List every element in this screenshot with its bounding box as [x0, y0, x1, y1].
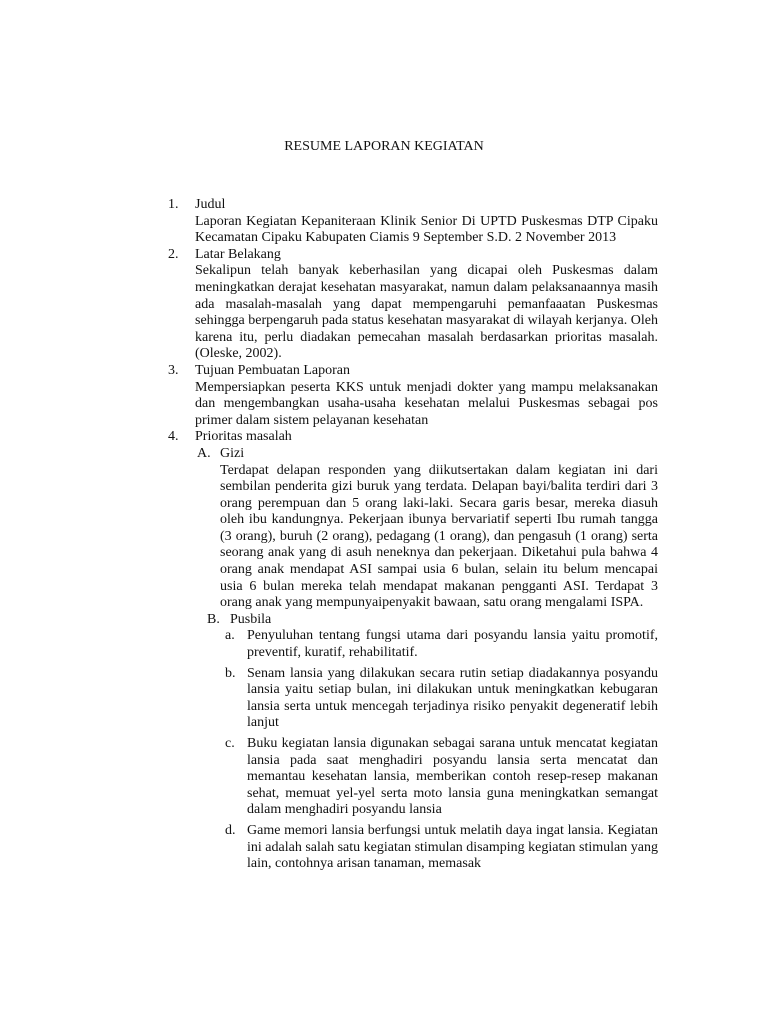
section-text: Laporan Kegiatan Kepaniteraan Klinik Senior Di UPTD Puskesmas DTP Cipaku Kecamatan Cipaku Kabupaten Ciamis 9 September S.D. 2 November 2013 — [195, 213, 658, 246]
list-item — [0, 666, 768, 732]
list-item — [0, 628, 768, 661]
section-heading: Prioritas masalah — [195, 429, 292, 445]
section-latar-belakang — [0, 247, 768, 363]
list-item-letter: a. — [225, 628, 235, 644]
subsection-heading: Gizi — [220, 445, 245, 461]
list-item — [0, 736, 768, 819]
list-item — [0, 823, 768, 873]
section-heading: Judul — [195, 197, 226, 212]
section-text: Mempersiapkan peserta KKS untuk menjadi dokter yang mampu melaksanakan dan mengembangkan usaha-usaha kesehatan melalui Puskesmas sebagai pos primer dalam sistem pelayanan kesehatan — [195, 379, 658, 428]
section-number: 1. — [168, 197, 179, 212]
section-heading: Tujuan Pembuatan Laporan — [195, 362, 351, 378]
list-item-letter: c. — [225, 736, 235, 751]
subsection-heading: Pusbila — [230, 611, 272, 627]
section-prioritas-masalah — [0, 429, 768, 872]
subsection-text: Terdapat delapan responden yang diikutsertakan dalam kegiatan ini dari sembilan penderita gizi buruk yang terdata. Delapan bayi/balita terdiri dari 3 orang perempuan dan 5 orang laki-laki. Secara garis besar, mereka diasuh oleh ibu kandungnya. Pekerjaan ibunya bervariatif seperti Ibu rumah tangga (3 orang), buruh (2 orang), pedagang (1 orang), dan pengasuh (1 orang) serta seorang anak yang di asuh neneknya dan pekerjaan. Diketahui pula bahwa 4 orang anak mendapat ASI sampai usia 6 bulan, selain itu belum mencapai usia 6 bulan mereka telah mendapat makanan pengganti ASI. Terdapat 3 orang anak yang mempunyaipenyakit bawaan, satu orang mengalami ISPA. — [220, 462, 658, 611]
subsection-gizi — [0, 446, 768, 612]
list-item-text: Penyuluhan tentang fungsi utama dari posyandu lansia yaitu promotif, preventif, kuratif, rehabilitatif. — [247, 628, 658, 661]
subsection-letter: A. — [197, 445, 211, 461]
section-judul — [0, 197, 768, 247]
section-number: 2. — [168, 246, 179, 262]
section-heading: Latar Belakang — [195, 246, 281, 262]
section-number: 3. — [168, 362, 179, 378]
list-item-text: Buku kegiatan lansia digunakan sebagai sarana untuk mencatat kegiatan lansia pada saat menghadiri posyandu lansia serta mencatat dan memantau kesehatan lansia, memberikan contoh resep-resep makanan sehat, memuat yel-yel serta moto lansia guna meningkatkan semangat dalam menghadiri posyandu lansia — [247, 736, 658, 818]
list-item-letter: d. — [225, 822, 236, 838]
page-title: RESUME LAPORAN KEGIATAN — [284, 139, 484, 154]
section-text: Sekalipun telah banyak keberhasilan yang dicapai oleh Puskesmas dalam meningkatkan derajat kesehatan masyarakat, namun dalam pelaksanaannya masih ada masalah-masalah yang dapat mempengaruhi pemanfaaatan Puskesmas sehingga berpengaruh pada status kesehatan masyarakat di wilayah kerjanya. Oleh karena itu, perlu diadakan pemecahan masalah berdasarkan prioritas masalah. (Oleske, 2002). — [195, 263, 658, 362]
list-item-text: Game memori lansia berfungsi untuk melatih daya ingat lansia. Kegiatan ini adalah salah satu kegiatan stimulan disamping kegiatan stimulan yang lain, contohnya arisan tanaman, memasak — [247, 822, 658, 872]
subsection-pusbila — [0, 612, 768, 873]
section-number: 4. — [168, 429, 179, 445]
list-item-letter: b. — [225, 665, 236, 681]
list-item-text: Senam lansia yang dilakukan secara rutin setiap diadakannya posyandu lansia yaitu setiap bulan, ini dilakukan untuk meningkatkan kebugaran lansia serta untuk mencegah terjadinya risiko penyakit degeneratif lebih lanjut — [247, 665, 658, 731]
document-body — [0, 197, 768, 877]
section-tujuan — [0, 363, 768, 429]
subsection-letter: B. — [207, 611, 220, 627]
